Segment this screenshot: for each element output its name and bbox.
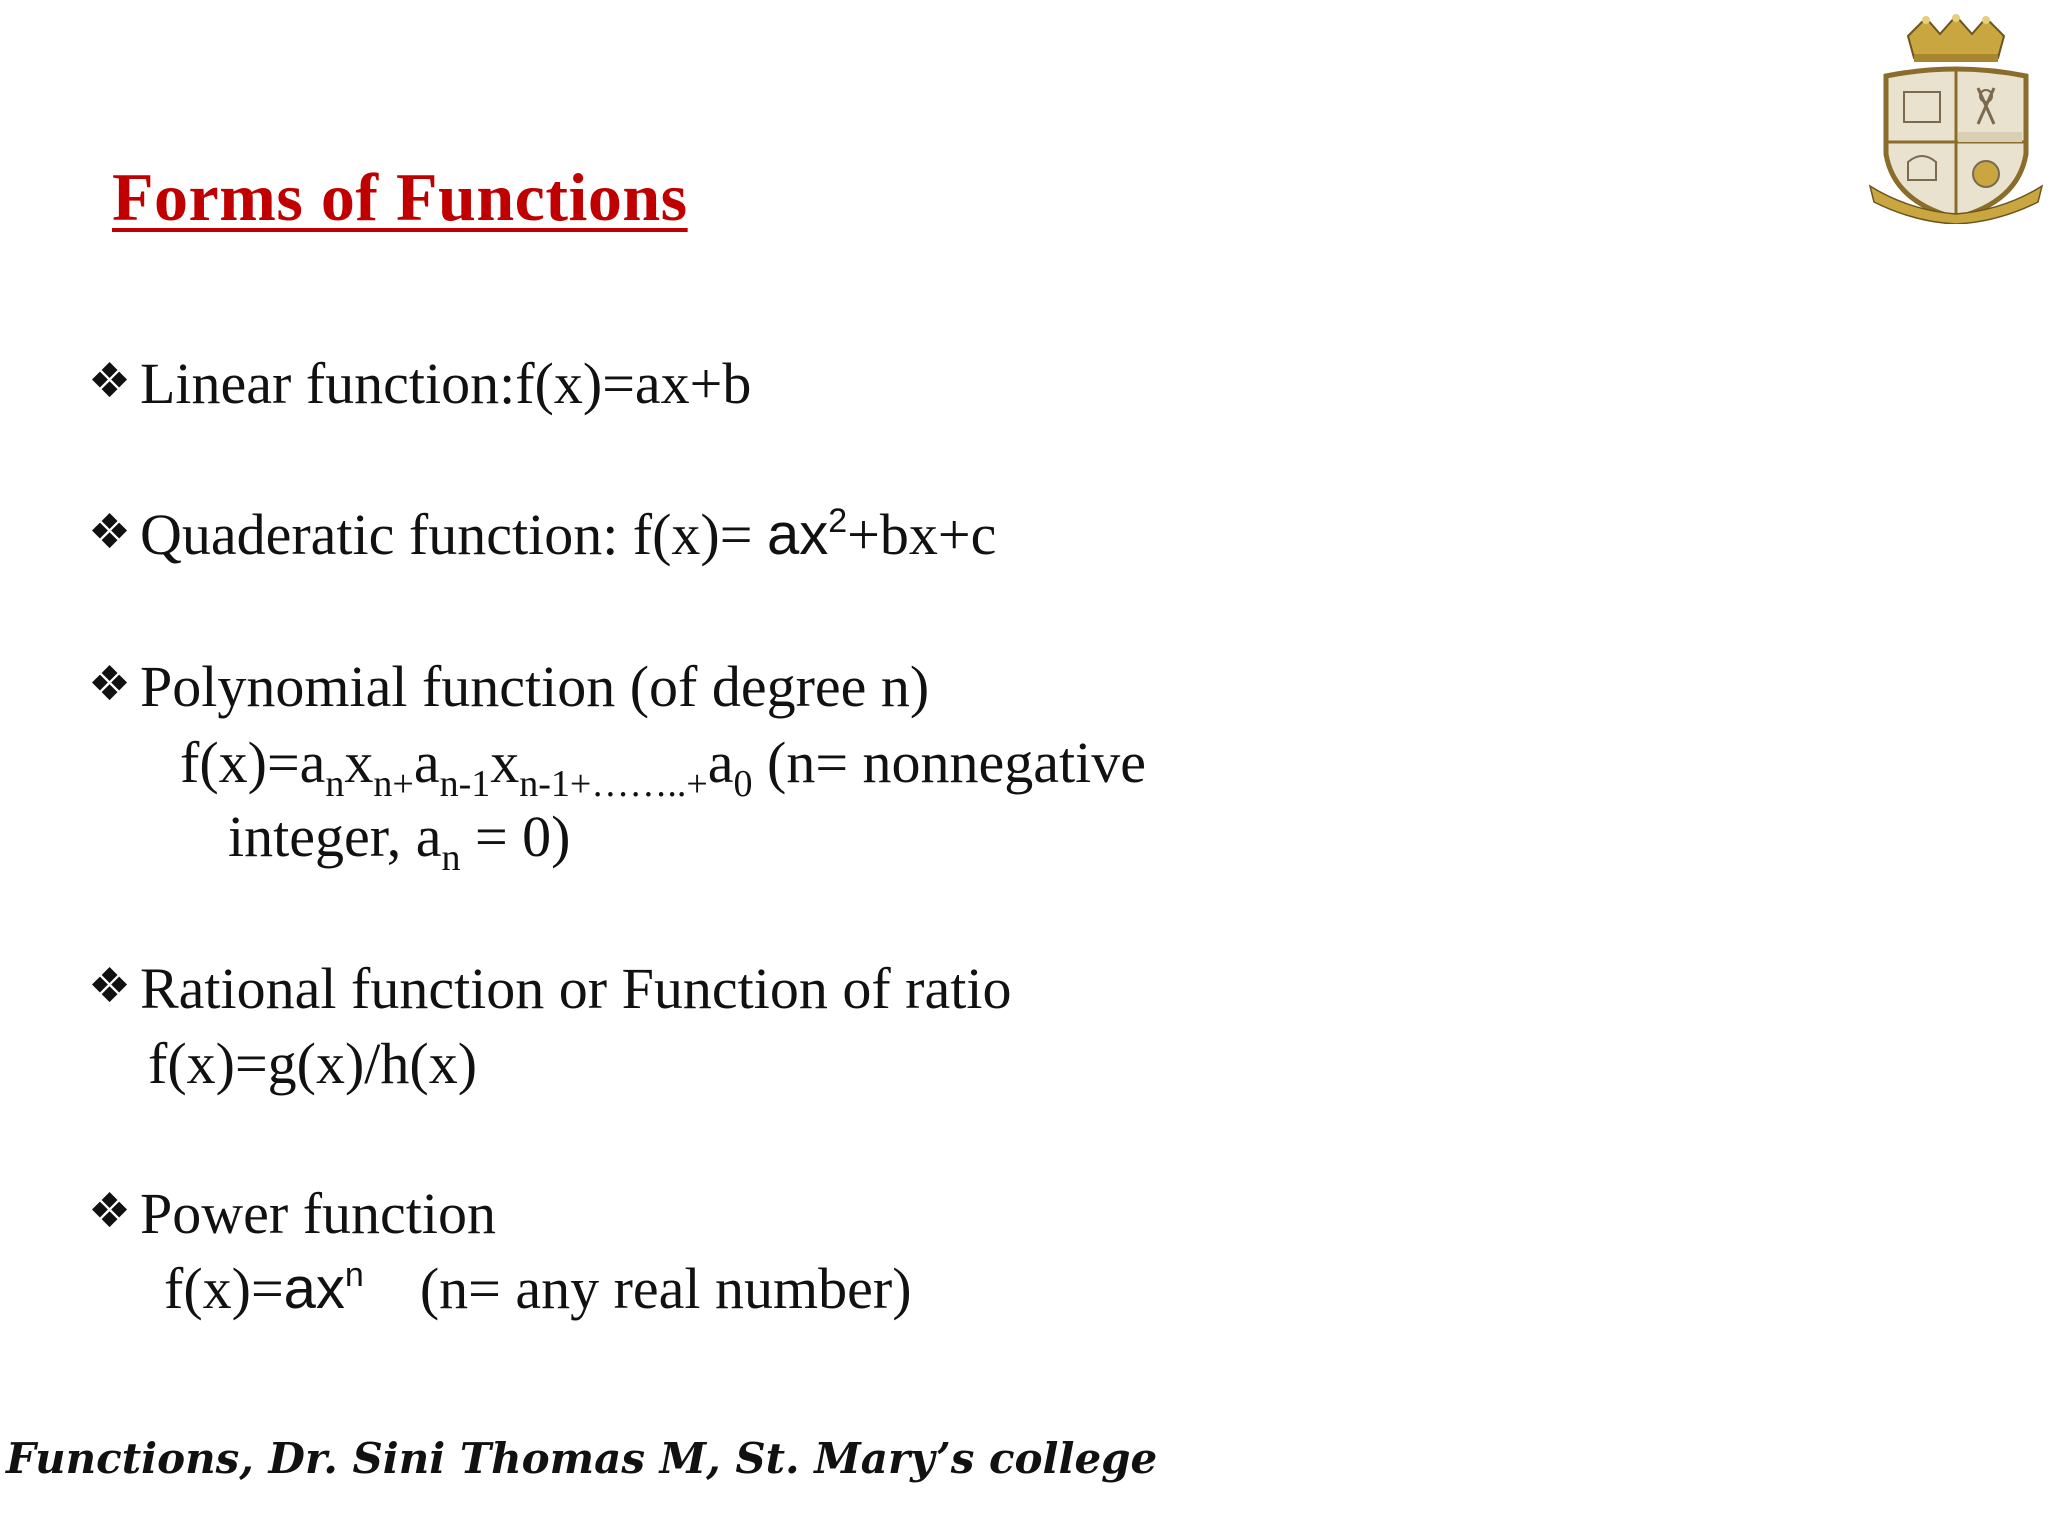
bullet-linear-function xyxy=(88,351,752,416)
college-crest-logo-icon xyxy=(1868,14,2044,224)
polynomial-formula-line2: integer, $a_n = 0$) xyxy=(228,804,571,879)
bullet-power-function xyxy=(88,1181,496,1246)
polynomial-formula: $f(x)=a_nx_{n+}a_{n-1}x_{n-1+\dots\dots..+}a_0$ (n= nonnegative xyxy=(180,730,1146,805)
bullet-text: Polynomial function (of degree n) xyxy=(140,654,930,719)
bullet-rational-function xyxy=(88,956,1012,1021)
bullet-text: Power function xyxy=(140,1181,496,1246)
shield-icon xyxy=(1886,69,2026,218)
bullet-diamond-icon: ❖ xyxy=(88,353,132,409)
bullet-polynomial-function xyxy=(88,654,930,719)
bullet-diamond-icon: ❖ xyxy=(88,958,132,1014)
slide-footer: Functions, Dr. Sini Thomas M, St. Mary’s college xyxy=(6,1434,1158,1483)
bullet-diamond-icon: ❖ xyxy=(88,656,132,712)
bullet-diamond-icon: ❖ xyxy=(88,1183,132,1239)
bullet-diamond-icon: ❖ xyxy=(88,504,132,560)
crown-icon xyxy=(1908,14,2004,62)
bullet-text: Rational function or Function of ratio xyxy=(140,956,1012,1021)
bullet-text: Linear function:f(x)=ax+b xyxy=(140,351,752,416)
formula-exponent: 2 xyxy=(828,502,848,540)
bullet-text: Quaderatic function: f(x)= xyxy=(140,502,767,567)
power-formula: $f(x)=ax^n$ (n= any real number) xyxy=(164,1256,912,1321)
rational-formula: f(x)=g(x)/h(x) xyxy=(148,1031,478,1096)
bullet-quadratic-function xyxy=(88,502,997,567)
slide-title: Forms of Functions xyxy=(112,159,688,235)
formula-term: +bx+c xyxy=(847,502,997,567)
formula-term: ax xyxy=(766,502,829,567)
